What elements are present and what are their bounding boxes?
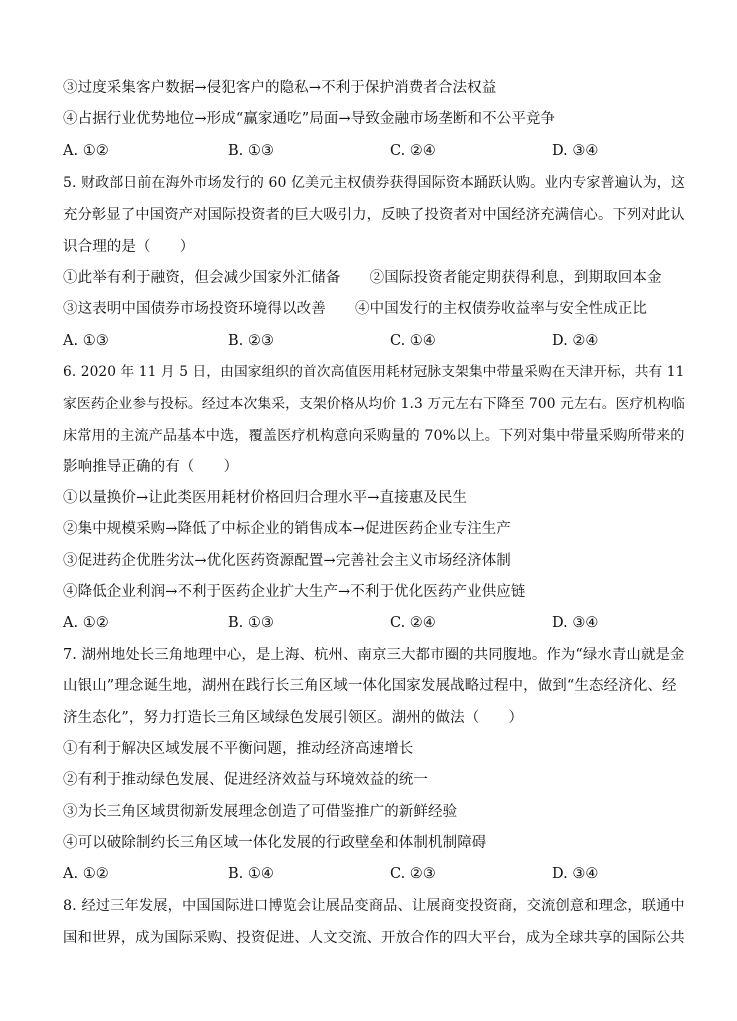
q7-option-d: D. ③④ xyxy=(552,866,599,882)
q6-option-c: C. ②④ xyxy=(390,615,436,631)
q7-option-a: A. ①② xyxy=(63,866,109,882)
q5-option-a: A. ①③ xyxy=(63,333,109,349)
q6-stem-line: 6. 2020 年 11 月 5 日，由国家组织的首次高值医用耗材冠脉支架集中带量采购在天津开标，共有 11 xyxy=(63,364,685,380)
q5-option-d: D. ②④ xyxy=(552,333,599,349)
q6-item-2: ②集中规模采购→降低了中标企业的销售成本→促进医药企业专注生产 xyxy=(63,521,511,537)
q6-option-b: B. ①③ xyxy=(228,615,274,631)
q7-stem-line: 7. 湖州地处长三角地理中心，是上海、杭州、南京三大都市圈的共同腹地。作为“绿水青山就是金 xyxy=(63,647,685,663)
q7-item-3: ③为长三角区域贯彻新发展理念创造了可借鉴推广的新鲜经验 xyxy=(63,804,458,820)
q7-stem-line: 山银山”理念诞生地，湖州在践行长三角区域一体化国家发展战略过程中，做到“生态经济化、经 xyxy=(63,678,677,694)
q7-option-c: C. ②③ xyxy=(390,866,436,882)
q7-item-1: ①有利于解决区域发展不平衡问题，推动经济高速增长 xyxy=(63,741,414,757)
q6-item-4: ④降低企业利润→不利于医药企业扩大生产→不利于优化医药产业供应链 xyxy=(63,584,526,600)
q7-option-b: B. ①④ xyxy=(228,866,274,882)
q5-stem-line: 充分彰显了中国资产对国际投资者的巨大吸引力，反映了投资者对中国经济充满信心。下列对此认 xyxy=(63,207,685,223)
q5-items-line: ①此举有利于融资，但会减少国家外汇储备 ②国际投资者能定期获得利息，到期取回本金 xyxy=(63,270,662,286)
q6-item-1: ①以量换价→让此类医用耗材价格回归合理水平→直接惠及民生 xyxy=(63,490,468,506)
q7-stem-line: 济生态化”，努力打造长三角区域绿色发展引领区。湖州的做法（ ） xyxy=(63,710,524,726)
q4-options xyxy=(63,140,683,162)
q4-option-a: A. ①② xyxy=(63,143,109,159)
q7-item-2: ②有利于推动绿色发展、促进经济效益与环境效益的统一 xyxy=(63,772,428,788)
q8-stem-line: 8. 经过三年发展，中国国际进口博览会让展品变商品、让展商变投资商，交流创意和理念，联通中 xyxy=(63,898,685,914)
q5-option-b: B. ②③ xyxy=(228,333,274,349)
q6-option-d: D. ③④ xyxy=(552,615,599,631)
q8-stem-line: 国和世界，成为国际采购、投资促进、人文交流、开放合作的四大平台，成为全球共享的国际公共 xyxy=(63,930,685,946)
q5-stem-line: 5. 财政部日前在海外市场发行的 60 亿美元主权债券获得国际资本踊跃认购。业内专家普遍认为，这 xyxy=(63,175,685,191)
q4-option-d: D. ③④ xyxy=(552,143,599,159)
q4-item-4: ④占据行业优势地位→形成“赢家通吃”局面→导致金融市场垄断和不公平竞争 xyxy=(63,111,556,127)
q6-stem-line: 家医药企业参与投标。经过本次集采，支架价格从均价 1.3 万元左右下降至 700 元左右。医疗机构临 xyxy=(63,396,685,412)
q5-options xyxy=(63,330,683,352)
q4-item-3: ③过度采集客户数据→侵犯客户的隐私→不利于保护消费者合法权益 xyxy=(63,80,497,96)
q6-options xyxy=(63,612,683,634)
q7-options xyxy=(63,863,683,885)
q5-stem-line: 识合理的是（ ） xyxy=(63,239,195,255)
q5-items-line: ③这表明中国债券市场投资环境得以改善 ④中国发行的主权债券收益率与安全性成正比 xyxy=(63,301,647,317)
q6-stem-line: 影响推导正确的有（ ） xyxy=(63,459,239,475)
q6-item-3: ③促进药企优胜劣汰→优化医药资源配置→完善社会主义市场经济体制 xyxy=(63,553,511,569)
q7-item-4: ④可以破除制约长三角区域一体化发展的行政壁垒和体制机制障碍 xyxy=(63,835,487,851)
q5-option-c: C. ①④ xyxy=(390,333,436,349)
q6-stem-line: 床常用的主流产品基本中选，覆盖医疗机构意向采购量的 70%以上。下列对集中带量采购所带来的 xyxy=(63,428,685,444)
q4-option-c: C. ②④ xyxy=(390,143,436,159)
q6-option-a: A. ①② xyxy=(63,615,109,631)
q4-option-b: B. ①③ xyxy=(228,143,274,159)
